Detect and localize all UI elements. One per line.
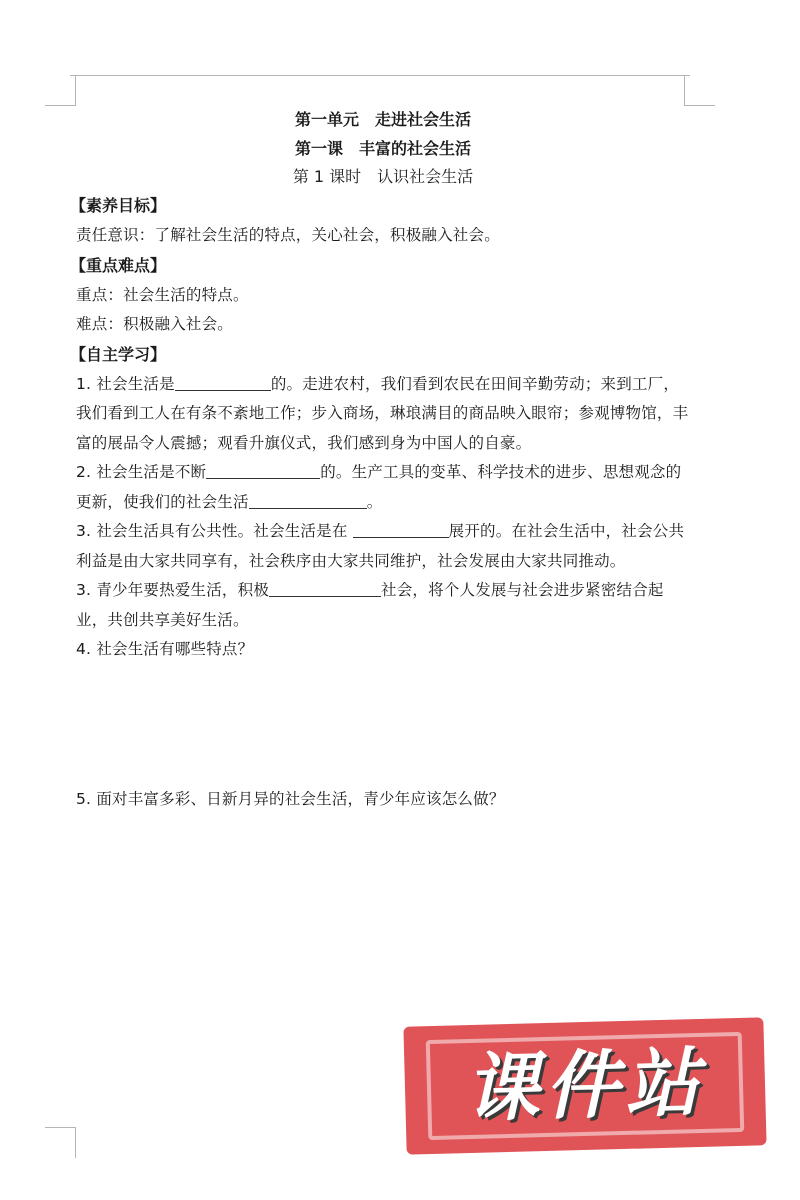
difficult-point: 难点：积极融入社会。 [76, 315, 234, 333]
question-3 [76, 517, 690, 576]
key-point: 重点：社会生活的特点。 [76, 285, 249, 304]
question-3-lead: 3. 社会生活具有公共性。社会生活是在 [76, 522, 353, 540]
period-title: 第 1 课时 认识社会生活 [292, 167, 474, 186]
fill-blank-4[interactable] [353, 520, 449, 538]
question-2-mid: 的。生产工具的变革、科学技术的进步、思想观念的更新，使我们的社会生活 [76, 463, 682, 511]
fill-blank-1[interactable] [175, 373, 271, 391]
question-1 [76, 370, 690, 459]
fill-blank-5[interactable] [269, 579, 381, 597]
question-4-rest: 社会，将个人发展与社会进步紧密结合起业，共创共享美好生活。 [76, 581, 664, 629]
question-6: 5. 面对丰富多彩、日新月异的社会生活，青少年应该怎么做？ [76, 789, 505, 808]
fill-blank-3[interactable] [249, 491, 367, 509]
question-2 [76, 458, 690, 517]
question-4-lead: 3. 青少年要热爱生活，积极 [76, 581, 270, 599]
watermark-text: 课件站 [463, 1039, 707, 1133]
question-4 [76, 576, 690, 635]
question-5: 4. 社会生活有哪些特点？ [76, 640, 254, 658]
question-2-end: 。 [366, 492, 383, 511]
fill-blank-2[interactable] [206, 461, 320, 479]
document-body [70, 105, 690, 814]
question-1-lead: 1. 社会生活是 [76, 374, 175, 393]
key-heading: 【重点难点】 [70, 255, 167, 275]
goals-heading: 【素养目标】 [70, 196, 167, 215]
corner-mark-top-left [45, 75, 76, 106]
watermark-stamp [403, 1017, 766, 1154]
answer-space-1 [76, 665, 690, 785]
study-heading: 【自主学习】 [70, 344, 167, 364]
corner-mark-top-right [684, 75, 715, 106]
goals-text: 责任意识：了解社会生活的特点，关心社会，积极融入社会。 [76, 226, 500, 244]
page-top-border [70, 75, 690, 76]
question-2-lead: 2. 社会生活是不断 [76, 463, 207, 481]
question-1-rest: 的。走进农村，我们看到农民在田间辛勤劳动；来到工厂，我们看到工人在有条不紊地工作；步入商场，琳琅满目的商品映入眼帘；参观博物馆，丰富的展品令人震撼；观看升旗仪式，我们感到身为中国人的自豪。 [76, 374, 689, 452]
corner-mark-bottom-left [45, 1127, 76, 1158]
unit-title: 第一单元 走进社会生活 [294, 110, 471, 129]
lesson-title: 第一课 丰富的社会生活 [294, 139, 471, 158]
question-3-rest: 展开的。在社会生活中，社会公共利益是由大家共同享有，社会秩序由大家共同维护，社会发展由大家共同推动。 [76, 522, 685, 570]
